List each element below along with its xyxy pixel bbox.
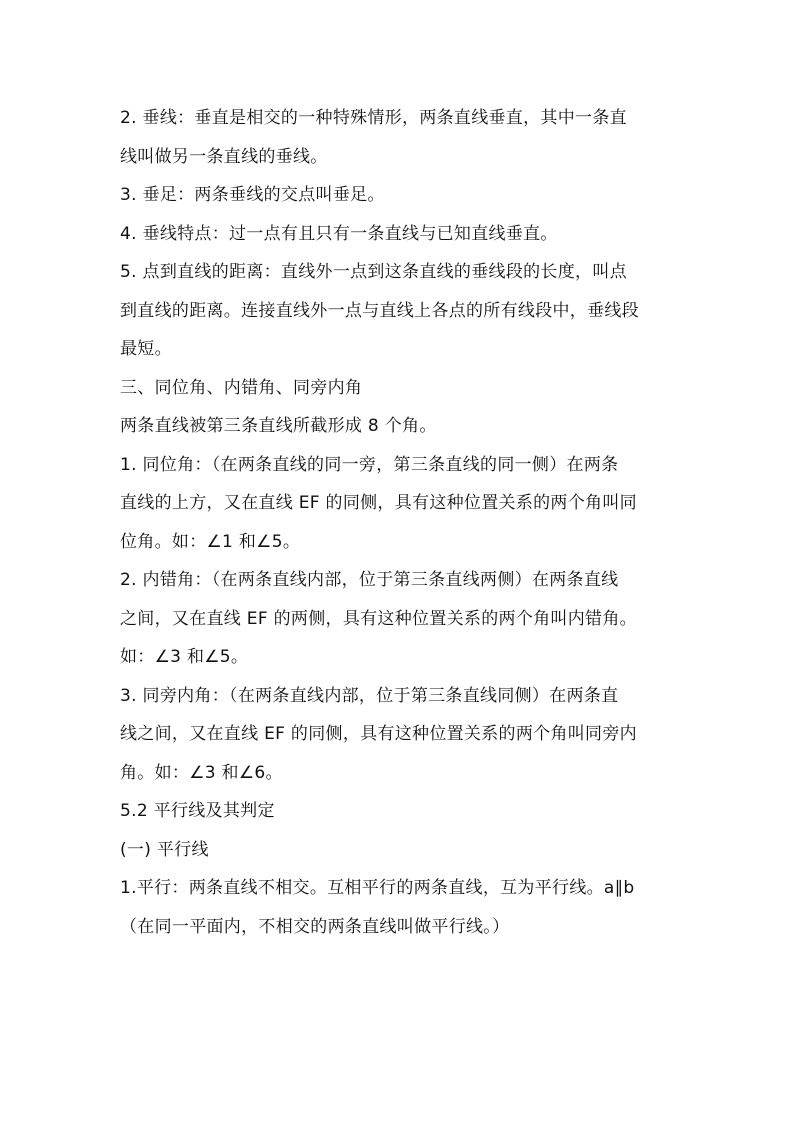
text-line: 1. 同位角：（在两条直线的同一旁，第三条直线的同一侧）在两条	[120, 454, 619, 475]
text-line: 2. 垂线：垂直是相交的一种特殊情形，两条直线垂直，其中一条直	[120, 108, 627, 128]
text-line: 角。如：∠3 和∠6。	[120, 762, 283, 783]
text-line: 4. 垂线特点：过一点有且只有一条直线与已知直线垂直。	[120, 223, 558, 244]
text-line: 线叫做另一条直线的垂线。	[120, 146, 328, 167]
text-line: 2. 内错角：（在两条直线内部，位于第三条直线两侧）在两条直线	[120, 570, 619, 590]
document-body	[120, 99, 690, 946]
text-line: 线之间，又在直线 EF 的同侧，具有这种位置关系的两个角叫同旁内	[120, 724, 637, 744]
text-line: 到直线的距离。连接直线外一点与直线上各点的所有线段中，垂线段	[120, 300, 639, 321]
text-line: 位角。如：∠1 和∠5。	[120, 531, 301, 552]
section-heading: 三、同位角、内错角、同旁内角	[120, 377, 363, 398]
text-line: 1.平行：两条直线不相交。互相平行的两条直线，互为平行线。a∥b	[120, 878, 635, 898]
text-line: （在同一平面内，不相交的两条直线叫做平行线。）	[120, 916, 510, 937]
text-line: 3. 同旁内角：（在两条直线内部，位于第三条直线同侧）在两条直	[120, 685, 619, 706]
text-line: 5. 点到直线的距离：直线外一点到这条直线的垂线段的长度，叫点	[120, 262, 627, 282]
text-line: 之间，又在直线 EF 的两侧，具有这种位置关系的两个角叫内错角。	[120, 608, 637, 629]
text-line: 3. 垂足：两条垂线的交点叫垂足。	[120, 185, 385, 205]
section-heading: 5.2 平行线及其判定	[120, 801, 275, 821]
text-line: 两条直线被第三条直线所截形成 8 个角。	[120, 416, 437, 436]
text-line: 直线的上方，又在直线 EF 的同侧，具有这种位置关系的两个角叫同	[120, 493, 637, 513]
subsection-heading: (一) 平行线	[120, 839, 209, 860]
text-line: 如：∠3 和∠5。	[120, 647, 249, 667]
text-line: 最短。	[120, 339, 172, 359]
